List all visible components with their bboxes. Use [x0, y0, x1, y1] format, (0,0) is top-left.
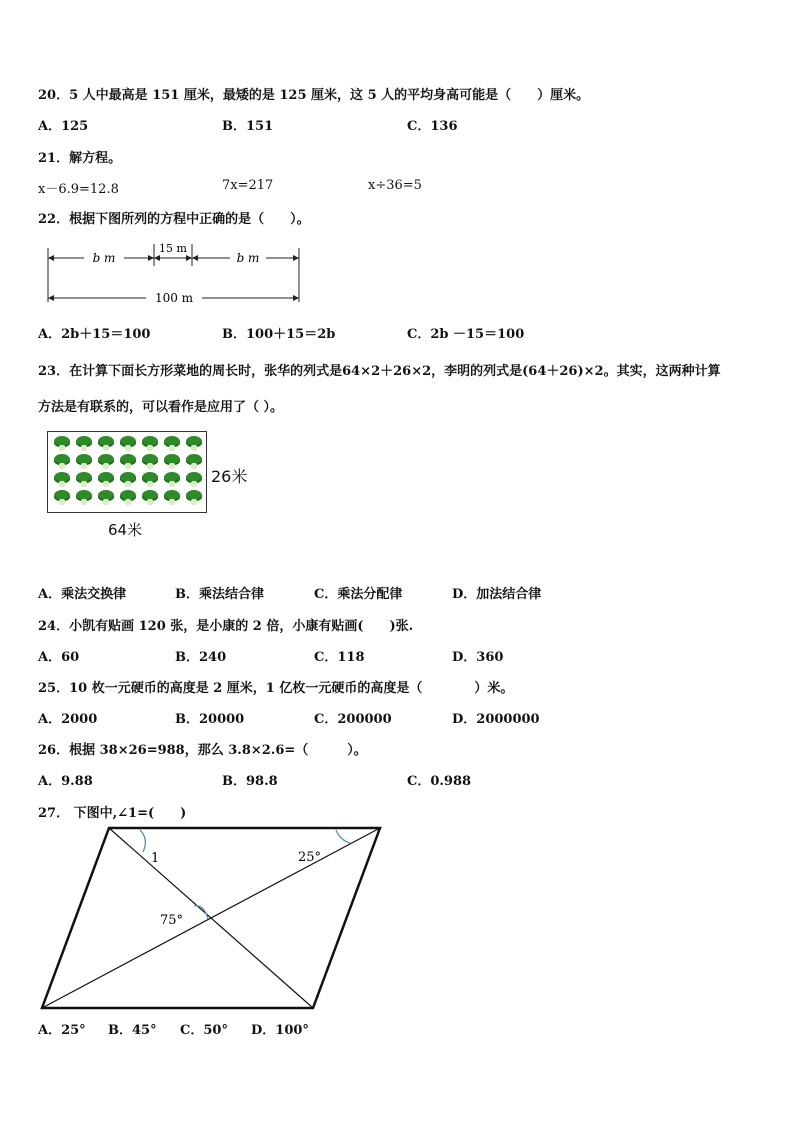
question-27-text: 27． 下图中,∠1=( ) [38, 806, 187, 821]
cabbage-icon [74, 490, 94, 506]
cabbage-icon [118, 490, 138, 506]
cabbage-icon [184, 454, 204, 470]
q20-option-b[interactable]: B．151 [222, 119, 274, 134]
q25-option-c[interactable]: C．200000 [314, 712, 392, 727]
q27-option-b[interactable]: B．45° [108, 1023, 157, 1038]
seg3-label: b m [236, 251, 260, 265]
parallelogram-figure [36, 822, 392, 1014]
q23-option-d[interactable]: D．加法结合律 [452, 587, 542, 602]
field-width-label: 64米 [108, 521, 143, 539]
q25-option-a[interactable]: A．2000 [38, 712, 98, 727]
question-21-text: 21．解方程。 [38, 151, 122, 166]
q20-option-a[interactable]: A．125 [38, 119, 89, 134]
cabbage-icon [52, 490, 72, 506]
cabbage-icon [96, 490, 116, 506]
cabbage-icon [184, 490, 204, 506]
seg2-label: 15 m [159, 242, 187, 255]
question-26-text: 26．根据 38×26=988，那么 3.8×2.6=（ ）。 [38, 743, 367, 758]
cabbage-icon [96, 436, 116, 452]
q21-equation-3: x÷36=5 [368, 178, 422, 193]
cabbage-icon [74, 472, 94, 488]
cabbage-icon [118, 472, 138, 488]
cabbage-icon [52, 472, 72, 488]
q25-option-b[interactable]: B．20000 [175, 712, 245, 727]
question-22-text: 22．根据下图所列的方程中正确的是（ ）。 [38, 212, 310, 227]
question-23-text-line2: 方法是有联系的，可以看作是应用了（ ）。 [38, 400, 284, 415]
cabbage-icon [140, 436, 160, 452]
q23-option-c[interactable]: C．乘法分配律 [314, 587, 403, 602]
q20-option-c[interactable]: C．136 [407, 119, 458, 134]
cabbage-icon [96, 472, 116, 488]
angle-25-label: 25° [298, 850, 322, 865]
cabbage-icon [184, 436, 204, 452]
q21-equation-1: x－6.9=12.8 [38, 182, 119, 197]
cabbage-icon [184, 472, 204, 488]
q23-option-b[interactable]: B．乘法结合律 [175, 587, 264, 602]
cabbage-icon [162, 436, 182, 452]
seg1-label: b m [92, 251, 116, 265]
vegetable-field-image [47, 431, 207, 513]
q25-option-d[interactable]: D．2000000 [452, 712, 540, 727]
q27-option-d[interactable]: D．100° [251, 1023, 309, 1038]
q24-option-d[interactable]: D．360 [452, 650, 504, 665]
q24-option-a[interactable]: A．60 [38, 650, 80, 665]
q23-option-a[interactable]: A．乘法交换律 [38, 587, 127, 602]
q24-option-b[interactable]: B．240 [175, 650, 227, 665]
cabbage-icon [140, 490, 160, 506]
cabbage-icon [96, 454, 116, 470]
cabbage-icon [52, 454, 72, 470]
cabbage-icon [162, 472, 182, 488]
cabbage-icon [162, 490, 182, 506]
q24-option-c[interactable]: C．118 [314, 650, 365, 665]
cabbage-icon [118, 436, 138, 452]
cabbage-icon [162, 454, 182, 470]
cabbage-icon [140, 454, 160, 470]
question-25-text: 25．10 枚一元硬币的高度是 2 厘米，1 亿枚一元硬币的高度是（ ）米。 [38, 681, 514, 696]
segment-diagram [40, 240, 310, 310]
q26-option-b[interactable]: B．98.8 [222, 774, 278, 789]
cabbage-icon [74, 454, 94, 470]
field-height-label: 26米 [211, 467, 248, 486]
angle-75-label: 75° [160, 913, 184, 928]
question-24-text: 24．小凯有贴画 120 张，是小康的 2 倍，小康有贴画( )张. [38, 619, 414, 634]
q22-option-b[interactable]: B．100＋15＝2b [222, 327, 336, 342]
q22-option-a[interactable]: A．2b＋15＝100 [38, 327, 151, 342]
q27-option-c[interactable]: C．50° [180, 1023, 228, 1038]
q26-option-a[interactable]: A．9.88 [38, 774, 93, 789]
angle-1-label: 1 [151, 851, 160, 866]
cabbage-icon [52, 436, 72, 452]
q27-option-a[interactable]: A．25° [38, 1023, 86, 1038]
cabbage-grid [52, 436, 206, 508]
q22-option-c[interactable]: C．2b －15＝100 [407, 327, 525, 342]
question-23-text-line1: 23．在计算下面长方形菜地的周长时，张华的列式是64×2＋26×2，李明的列式是(64＋26)×2。其实，这两种计算 [38, 364, 721, 379]
q26-option-c[interactable]: C．0.988 [407, 774, 472, 789]
cabbage-icon [118, 454, 138, 470]
cabbage-icon [74, 436, 94, 452]
cabbage-icon [140, 472, 160, 488]
q21-equation-2: 7x=217 [222, 178, 274, 193]
total-label: 100 m [154, 291, 194, 305]
question-20-text: 20．5 人中最高是 151 厘米，最矮的是 125 厘米，这 5 人的平均身高可能是（ ）厘米。 [38, 88, 590, 103]
